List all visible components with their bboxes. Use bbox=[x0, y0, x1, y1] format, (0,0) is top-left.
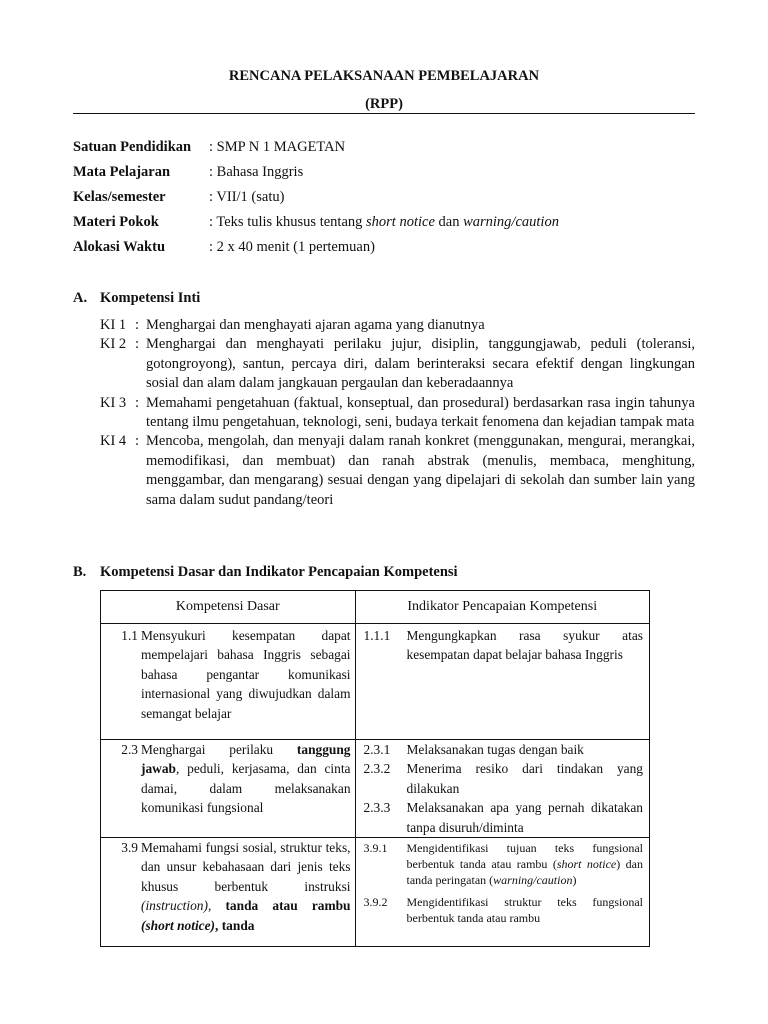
info-value: : 2 x 40 menit (1 pertemuan) bbox=[209, 239, 375, 255]
info-label: Materi Pokok bbox=[73, 214, 159, 230]
indicator-text: Mengidentifikasi struktur teks fungsional berbentuk tanda atau rambu bbox=[406, 895, 643, 926]
ki-text: Menghargai dan menghayati perilaku jujur, disiplin, tanggungjawab, peduli (toleransi, gotongroyong), santun, percaya diri, dalam berinteraksi secara efektif dengan lingkungan sosial dan alam dalam jangkauan pergaulan dan keberadaannya bbox=[146, 336, 695, 392]
column-header: Kompetensi Dasar bbox=[101, 591, 356, 624]
indicator-text: Menerima resiko dari tindakan yang dilakukan bbox=[406, 761, 643, 796]
indicator-number: 2.3.2 bbox=[363, 761, 391, 777]
ki-item: KI 4 : Mencoba, mengolah, dan menyaji dalam ranah konkret (menggunakan, mengurai, merangkai, memodifikasi, dan membuat) dan ranah abstrak (menulis, membaca, menghitung, menggambar, dan mengarang) sesuai dengan yang dipelajari di sekolah dan sumber lain yang sama dalam sudut pandang/teori bbox=[100, 432, 695, 510]
ki-item: KI 1 : Menghargai dan menghayati ajaran agama yang dianutnya bbox=[100, 316, 695, 335]
info-value: : SMP N 1 MAGETAN bbox=[209, 139, 346, 155]
indicator-number: 3.9.1 bbox=[363, 841, 388, 856]
kd-text: Mensyukuri kesempatan dapat mempelajari bahasa Inggris sebagai bahasa pengantar komunikasi internasional yang diwujudkan dalam semangat belajar bbox=[141, 628, 351, 721]
info-value bbox=[209, 210, 559, 235]
info-row bbox=[73, 160, 559, 185]
kd-indicator-table bbox=[100, 590, 650, 947]
kd-cell bbox=[101, 624, 356, 740]
kd-text: Menghargai perilaku tanggung jawab, peduli, kerjasama, dan cinta damai, dalam melaksanakan komunikasi fungsional bbox=[141, 742, 351, 816]
info-label: Kelas/semester bbox=[73, 189, 166, 205]
info-row bbox=[73, 235, 559, 260]
section-a-heading bbox=[73, 290, 200, 307]
indicator-text: Mengungkapkan rasa syukur atas kesempatan dapat belajar bahasa Inggris bbox=[406, 628, 643, 663]
indicator-number: 2.3.3 bbox=[363, 800, 391, 816]
kd-cell bbox=[101, 740, 356, 838]
info-label: Alokasi Waktu bbox=[73, 239, 166, 255]
indicator-text: Melaksanakan apa yang pernah dikatakan tanpa disuruh/diminta bbox=[406, 800, 643, 835]
ki-code: KI 4 bbox=[100, 433, 127, 450]
kd-text: Memahami fungsi sosial, struktur teks, dan unsur kebahasaan dari jenis teks khusus berbentuk instruksi (instruction), tanda atau rambu (short notice), tanda bbox=[141, 840, 351, 933]
column-header: Indikator Pencapaian Kompetensi bbox=[355, 591, 649, 624]
indicator-number: 2.3.1 bbox=[363, 742, 391, 757]
indicator-number: 1.1.1 bbox=[363, 628, 391, 643]
indicator-text: Melaksanakan tugas dengan baik bbox=[406, 742, 584, 757]
indicator-cell bbox=[355, 838, 649, 947]
info-value-text: : Teks tulis khusus tentang bbox=[209, 214, 367, 230]
indicator-cell bbox=[355, 624, 649, 740]
section-letter: B. bbox=[73, 564, 87, 580]
info-value-text: dan bbox=[434, 214, 464, 230]
title-divider bbox=[73, 113, 695, 114]
kompetensi-inti-list bbox=[100, 316, 695, 510]
ki-item: KI 3 : Memahami pengetahuan (faktual, konseptual, dan prosedural) berdasarkan rasa ingin tahunya tentang ilmu pengetahuan, teknologi, seni, budaya terkait fenomena dan kejadian tampak mata bbox=[100, 394, 695, 433]
section-b-heading bbox=[73, 564, 458, 581]
info-value-italic: short notice bbox=[366, 214, 435, 230]
indicator-number: 3.9.2 bbox=[363, 895, 388, 910]
table-row bbox=[101, 838, 650, 947]
table-row bbox=[101, 740, 650, 838]
ki-item: KI 2 : Menghargai dan menghayati perilaku jujur, disiplin, tanggungjawab, peduli (toleransi, gotongroyong), santun, percaya diri, dalam berinteraksi secara efektif dengan lingkungan sosial dan alam dalam jangkauan pergaulan dan keberadaannya bbox=[100, 335, 695, 393]
ki-text: Menghargai dan menghayati ajaran agama yang dianutnya bbox=[146, 317, 485, 333]
section-title: Kompetensi Inti bbox=[100, 290, 201, 306]
ki-text: Mencoba, mengolah, dan menyaji dalam ranah konkret (menggunakan, mengurai, merangkai, memodifikasi, dan membuat) dan ranah abstrak (menulis, membaca, menghitung, menggambar, dan mengarang) sesuai dengan yang dipelajari di sekolah dan sumber lain yang sama dalam sudut pandang/teori bbox=[146, 433, 695, 508]
table-row bbox=[101, 624, 650, 740]
indicator-cell bbox=[355, 740, 649, 838]
document-subtitle: (RPP) bbox=[365, 96, 403, 112]
info-value: : Bahasa Inggris bbox=[209, 164, 304, 180]
info-row bbox=[73, 210, 559, 235]
document-title: RENCANA PELAKSANAAN PEMBELAJARAN bbox=[228, 68, 540, 84]
kd-number: 3.9 bbox=[121, 840, 138, 856]
kd-number: 2.3 bbox=[121, 742, 138, 757]
ki-code: KI 2 bbox=[100, 336, 127, 353]
info-value-italic: warning/caution bbox=[463, 214, 559, 230]
section-title: Kompetensi Dasar dan Indikator Pencapaian Kompetensi bbox=[100, 564, 458, 580]
section-letter: A. bbox=[73, 290, 88, 306]
kd-number: 1.1 bbox=[121, 628, 138, 643]
indicator-text: Mengidentifikasi tujuan teks fungsional berbentuk tanda atau rambu (short notice) dan tanda peringatan (warning/caution) bbox=[406, 841, 643, 888]
info-value: : VII/1 (satu) bbox=[209, 189, 285, 205]
ki-code: KI 3 bbox=[100, 394, 127, 411]
ki-text: Memahami pengetahuan (faktual, konseptual, dan prosedural) berdasarkan rasa ingin tahunya tentang ilmu pengetahuan, teknologi, seni, budaya terkait fenomena dan kejadian tampak mata bbox=[146, 394, 695, 431]
kd-cell bbox=[101, 838, 356, 947]
info-row bbox=[73, 135, 559, 160]
info-row bbox=[73, 185, 559, 210]
table-header-row bbox=[101, 591, 650, 624]
identity-block bbox=[73, 135, 559, 260]
info-label: Satuan Pendidikan bbox=[73, 139, 192, 155]
info-label: Mata Pelajaran bbox=[73, 164, 171, 180]
ki-code: KI 1 bbox=[100, 317, 127, 333]
